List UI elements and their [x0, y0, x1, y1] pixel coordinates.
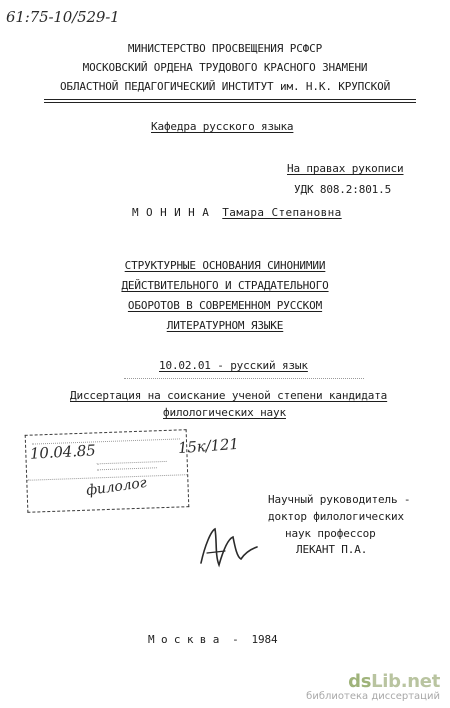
dissertation-field-line: филологических наук [163, 406, 286, 419]
stamp-faint-line-2 [97, 461, 167, 464]
faint-dotted-line-1 [124, 378, 364, 379]
watermark-logo-prefix: ds [348, 671, 372, 692]
thesis-title-line-4: ЛИТЕРАТУРНОМ ЯЗЫКЕ [166, 319, 284, 332]
ministry-line: МИНИСТЕРСТВО ПРОСВЕЩЕНИЯ РСФСР [127, 42, 323, 55]
stamp-faculty: филолог [85, 474, 148, 500]
thesis-title-line-1: СТРУКТУРНЫЕ ОСНОВАНИЯ СИНОНИМИИ [124, 259, 326, 272]
author-line [132, 206, 342, 219]
thesis-title-line-2: ДЕЙСТВИТЕЛЬНОГО И СТРАДАТЕЛЬНОГО [121, 279, 329, 292]
supervisor-degree: доктор филологических [268, 510, 404, 523]
supervisor-role: Научный руководитель - [268, 493, 411, 506]
department-name: Кафедра русского языка [151, 120, 294, 133]
header-underline [44, 99, 416, 100]
manuscript-rights-note: На правах рукописи [287, 162, 404, 175]
library-stamp [25, 429, 190, 513]
stamp-date: 10.04.85 [29, 441, 97, 463]
author-given-name: Тамара Степановна [222, 206, 342, 219]
institute-line-2: ОБЛАСТНОЙ ПЕДАГОГИЧЕСКИЙ ИНСТИТУТ им. Н.К. КРУПСКОЙ [59, 80, 391, 93]
dissertation-degree-line: Диссертация на соискание ученой степени кандидата [70, 389, 388, 402]
thesis-title-line-3: ОБОРОТОВ В СОВРЕМЕННОМ РУССКОМ [127, 299, 323, 312]
stamp-faint-line-3 [97, 467, 157, 470]
header-underline-2 [44, 102, 416, 103]
specialty-code: 10.02.01 - русский язык [159, 359, 308, 372]
supervisor-name: ЛЕКАНТ П.А. [296, 543, 368, 556]
watermark-logo-suffix: Lib.net [371, 671, 440, 692]
supervisor-title: наук профессор [285, 527, 376, 540]
city-and-year: М о с к в а - 1984 [148, 633, 278, 646]
watermark-subtitle: библиотека диссертаций [306, 691, 440, 702]
watermark-logo [306, 671, 440, 692]
handwritten-archive-code: 61:75-10/529-1 [6, 8, 120, 26]
udk-code: УДК 808.2:801.5 [294, 183, 392, 196]
supervisor-signature [195, 523, 265, 573]
stamp-number: 15к/121 [177, 434, 240, 458]
author-surname: М О Н И Н А [132, 206, 210, 219]
institute-line-1: МОСКОВСКИЙ ОРДЕНА ТРУДОВОГО КРАСНОГО ЗНАМЕНИ [82, 61, 368, 74]
dslib-watermark [306, 671, 440, 702]
